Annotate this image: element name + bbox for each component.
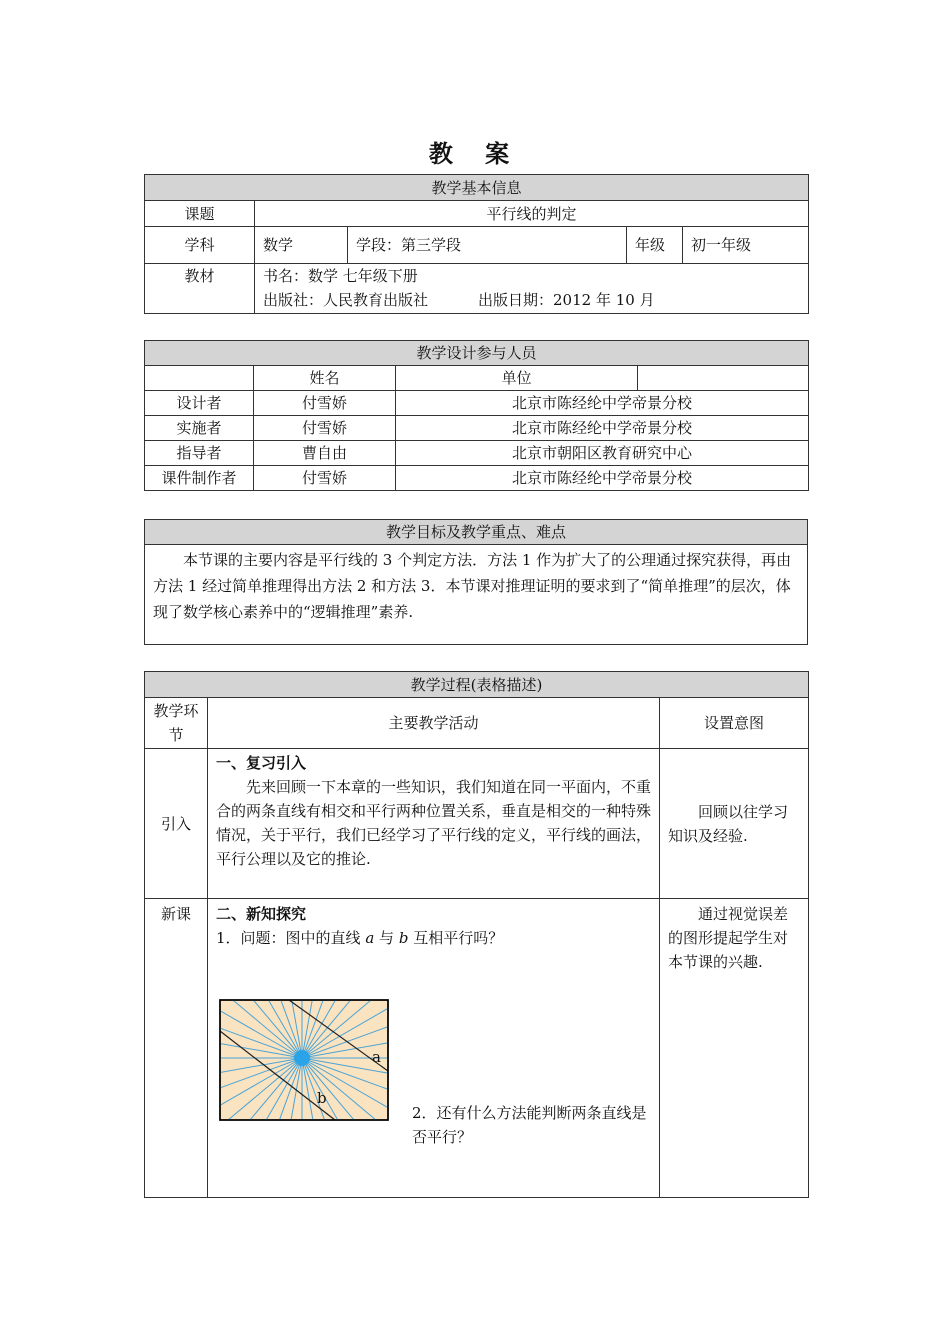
question-1: [216, 926, 651, 950]
book-name: 书名：数学 七年级下册: [263, 267, 418, 285]
new-stage: 新课: [145, 899, 208, 1198]
label-b: b: [317, 1089, 327, 1107]
subject-value: 数学: [255, 227, 348, 264]
q1-mid: 与: [374, 929, 399, 947]
grade-label: 年级: [627, 227, 683, 264]
new-heading: 二、新知探究: [216, 905, 307, 923]
basic-info-table: [144, 174, 809, 314]
staff-col-unit: 单位: [396, 366, 638, 391]
publisher-line: [263, 288, 800, 312]
staff-unit: 北京市陈经纶中学帝景分校: [396, 416, 809, 441]
intro-text: 先来回顾一下本章的一些知识，我们知道在同一平面内，不重合的两条直线有相交和平行两种位置关系，垂直是相交的一种特殊情况，关于平行，我们已经学习了平行线的定义，平行线的画法，平行公理以及它的推论.: [216, 778, 652, 868]
q1-suffix: 互相平行吗？: [408, 929, 504, 947]
goals-table: [144, 519, 808, 645]
q1-prefix: 1．问题：图中的直线: [216, 929, 366, 947]
publisher: 出版社：人民教育出版社: [263, 291, 429, 309]
staff-unit: 北京市陈经纶中学帝景分校: [396, 391, 809, 416]
new-intent: 通过视觉误差的图形提起学生对本节课的兴趣.: [660, 899, 809, 1198]
grade-value: 初一年级: [683, 227, 809, 264]
subject-label: 学科: [145, 227, 255, 264]
goals-header: 教学目标及教学重点、难点: [145, 520, 808, 545]
parallel-illusion-figure: [219, 999, 389, 1121]
staff-role: 课件制作者: [145, 466, 254, 491]
staff-col-empty: [638, 366, 809, 391]
intro-activity: [208, 749, 660, 899]
publish-date: 出版日期：2012 年 10 月: [478, 291, 655, 309]
stage-value: 学段：第三学段: [348, 227, 627, 264]
staff-table: [144, 340, 809, 491]
staff-name: 付雪娇: [254, 466, 396, 491]
table-row: [145, 749, 809, 899]
question-2: 2．还有什么方法能判断两条直线是否平行？: [412, 1104, 647, 1146]
staff-unit: 北京市陈经纶中学帝景分校: [396, 466, 809, 491]
table-row: [145, 441, 809, 466]
topic-value: 平行线的判定: [255, 201, 809, 227]
goals-text: 本节课的主要内容是平行线的 3 个判定方法．方法 1 作为扩大了的公理通过探究获得，再由方法 1 经过简单推理得出方法 2 和方法 3．本节课对推理证明的要求到了“简单推理”的层次，体现了数学核心素养中的“逻辑推理”素养.: [145, 545, 808, 645]
staff-role: 指导者: [145, 441, 254, 466]
staff-role: 设计者: [145, 391, 254, 416]
textbook-info: [255, 264, 809, 314]
label-a: a: [372, 1048, 381, 1066]
staff-role: 实施者: [145, 416, 254, 441]
staff-name: 曹自由: [254, 441, 396, 466]
staff-unit: 北京市朝阳区教育研究中心: [396, 441, 809, 466]
new-activity: [208, 899, 660, 1198]
staff-name: 付雪娇: [254, 391, 396, 416]
col-stage: 教学环节: [145, 698, 208, 749]
document-title: 教 案: [428, 139, 522, 168]
intro-intent: 回顾以往学习知识及经验.: [660, 749, 809, 899]
sunburst-center: [294, 1050, 310, 1066]
col-activity: 主要教学活动: [208, 698, 660, 749]
basic-info-header: 教学基本信息: [145, 175, 809, 201]
table-row: [145, 466, 809, 491]
q1-line-a: a: [365, 929, 375, 947]
textbook-label: 教材: [145, 264, 255, 314]
process-header: 教学过程(表格描述): [145, 672, 809, 698]
table-row: [145, 899, 809, 1198]
staff-header: 教学设计参与人员: [145, 341, 809, 366]
intro-stage: 引入: [145, 749, 208, 899]
col-intent: 设置意图: [660, 698, 809, 749]
q1-line-b: b: [398, 929, 409, 947]
topic-label: 课题: [145, 201, 255, 227]
staff-col-role: [145, 366, 254, 391]
staff-col-name: 姓名: [254, 366, 396, 391]
intro-heading: 一、复习引入: [216, 754, 307, 772]
staff-name: 付雪娇: [254, 416, 396, 441]
process-table: [144, 671, 809, 1198]
table-row: [145, 391, 809, 416]
table-row: [145, 416, 809, 441]
